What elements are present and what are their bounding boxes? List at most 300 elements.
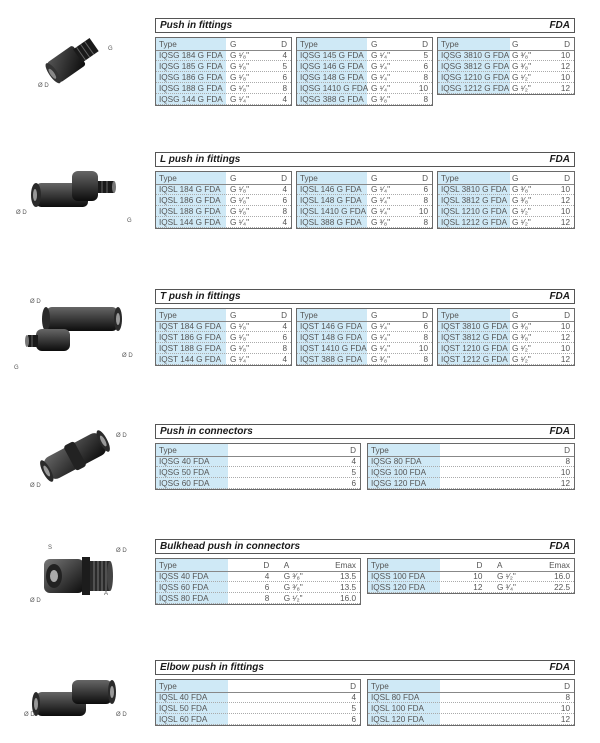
table-cell: 10: [560, 322, 570, 331]
table-cell: 8: [565, 693, 570, 702]
column-header: G: [512, 311, 519, 320]
column-header: Type: [300, 40, 318, 49]
dimension-label: Ø D: [38, 83, 49, 89]
table-cell: G ¹⁄₄": [371, 84, 390, 93]
column-header: G: [512, 40, 519, 49]
section-header: [155, 424, 575, 439]
spec-table: [367, 443, 575, 490]
table-row: [368, 582, 574, 593]
spec-table: [155, 443, 361, 490]
table-row: [156, 321, 291, 332]
column-header: Type: [371, 682, 389, 691]
column-header: Type: [300, 311, 318, 320]
table-cell: 8: [423, 196, 428, 205]
table-cell: IQSG 100 FDA: [371, 468, 427, 477]
dimension-label: Ø D: [30, 299, 41, 305]
column-header: D: [350, 446, 356, 455]
table-cell: 10: [560, 344, 570, 353]
table-row: [297, 354, 432, 365]
table-cell: IQST 144 G FDA: [159, 355, 222, 364]
table-row: [156, 195, 291, 206]
table-cell: G ¹⁄₄": [371, 196, 390, 205]
fda-badge: FDA: [549, 662, 570, 673]
column-header: D: [281, 40, 287, 49]
table-cell: IQSG 1210 G FDA: [441, 73, 510, 82]
dimension-label: G: [108, 46, 113, 52]
table-row: [156, 354, 291, 365]
table-cell: 4: [282, 218, 287, 227]
section-header: [155, 18, 575, 33]
table-row: [438, 83, 574, 94]
table-cell: IQSG 144 G FDA: [159, 95, 223, 104]
spec-table: [296, 308, 433, 366]
dimension-label: Ø D: [30, 483, 41, 489]
table-cell: G ³⁄₈": [512, 333, 532, 342]
column-header: D: [564, 40, 570, 49]
table-row: [438, 332, 574, 343]
table-cell: IQSG 50 FDA: [159, 468, 210, 477]
column-header: Emax: [335, 561, 356, 570]
table-cell: 4: [351, 457, 356, 466]
table-row: [438, 61, 574, 72]
spec-table: [155, 558, 361, 605]
table-cell: G ¹⁄₂": [283, 594, 303, 603]
table-cell: G ¹⁄₈": [230, 196, 250, 205]
column-header: Type: [159, 682, 177, 691]
column-header: D: [564, 174, 570, 183]
table-cell: IQST 3812 G FDA: [441, 333, 508, 342]
table-cell: IQSL 1212 G FDA: [441, 218, 508, 227]
table-cell: 4: [282, 185, 287, 194]
table-cell: G ³⁄₈": [512, 51, 532, 60]
table-row: [368, 703, 574, 714]
column-header: G: [230, 311, 237, 320]
section-header: [155, 660, 575, 675]
table-cell: G ¹⁄₂": [512, 355, 531, 364]
table-row: [156, 83, 291, 94]
table-cell: 12: [560, 84, 570, 93]
table-cell: IQSL 50 FDA: [159, 704, 208, 713]
dimension-label: A: [104, 591, 109, 597]
table-row: [156, 72, 291, 83]
table-row: [297, 206, 432, 217]
column-header: G: [371, 311, 378, 320]
table-cell: 16.0: [340, 594, 356, 603]
table-row: [156, 61, 291, 72]
section-header: [155, 539, 575, 554]
table-row: [368, 692, 574, 703]
table-cell: 8: [423, 218, 428, 227]
table-cell: IQSL 188 G FDA: [159, 207, 221, 216]
table-cell: IQSL 1210 G FDA: [441, 207, 508, 216]
table-cell: IQSS 120 FDA: [371, 583, 426, 592]
table-cell: 22.5: [554, 583, 570, 592]
table-row: [297, 184, 432, 195]
table-cell: 8: [423, 73, 428, 82]
table-cell: IQST 184 G FDA: [159, 322, 222, 331]
column-header: D: [564, 311, 570, 320]
table-cell: 12: [473, 583, 483, 592]
table-cell: IQST 146 G FDA: [300, 322, 363, 331]
table-cell: 10: [560, 51, 570, 60]
column-header: Type: [441, 174, 459, 183]
table-cell: IQSG 185 G FDA: [159, 62, 223, 71]
table-row: [156, 184, 291, 195]
column-header: Type: [300, 174, 318, 183]
column-header: A: [496, 561, 503, 570]
column-header: D: [476, 561, 483, 570]
table-cell: 10: [418, 207, 428, 216]
column-header: G: [512, 174, 519, 183]
table-row: [156, 206, 291, 217]
spec-table: [155, 308, 292, 366]
table-cell: 4: [282, 51, 287, 60]
table-cell: 6: [423, 185, 428, 194]
table-row: [438, 72, 574, 83]
table-cell: 12: [560, 479, 570, 488]
table-cell: G ¹⁄₂": [512, 207, 531, 216]
table-cell: IQSG 148 G FDA: [300, 73, 364, 82]
table-cell: IQSL 388 G FDA: [300, 218, 362, 227]
table-row: [156, 582, 360, 593]
column-header: D: [281, 311, 287, 320]
table-cell: 12: [560, 333, 570, 342]
table-row: [368, 571, 574, 582]
table-cell: 6: [282, 333, 287, 342]
section-title: Bulkhead push in connectors: [160, 541, 301, 552]
column-header: D: [564, 446, 570, 455]
table-cell: 6: [423, 62, 428, 71]
table-row: [156, 467, 360, 478]
table-cell: IQSL 60 FDA: [159, 715, 208, 724]
section-title: Push in fittings: [160, 20, 233, 31]
table-cell: G ¹⁄₄": [371, 185, 390, 194]
table-cell: 10: [418, 84, 428, 93]
table-cell: 6: [282, 196, 287, 205]
table-row: [156, 593, 360, 604]
fda-badge: FDA: [549, 20, 570, 31]
table-row: [297, 343, 432, 354]
table-row: [297, 50, 432, 61]
table-cell: G ¹⁄₂": [512, 73, 531, 82]
table-cell: IQSG 1410 G FDA: [300, 84, 369, 93]
column-header: Type: [159, 561, 177, 570]
table-cell: G ¹⁄₂": [512, 84, 531, 93]
table-cell: G ¹⁄₈": [230, 185, 250, 194]
table-cell: IQST 3810 G FDA: [441, 322, 508, 331]
table-cell: IQST 186 G FDA: [159, 333, 222, 342]
table-cell: 4: [282, 95, 287, 104]
spec-table: [155, 171, 292, 229]
dimension-label: Ø D: [16, 210, 27, 216]
table-cell: 8: [282, 84, 287, 93]
table-cell: G ¹⁄₈": [230, 322, 250, 331]
table-row: [438, 217, 574, 228]
section-header: [155, 289, 575, 304]
table-cell: G ³⁄₈": [371, 95, 391, 104]
table-cell: IQSL 1410 G FDA: [300, 207, 367, 216]
spec-table: [155, 679, 361, 726]
table-row: [156, 714, 360, 725]
table-cell: 12: [560, 196, 570, 205]
table-row: [156, 478, 360, 489]
table-cell: 8: [423, 95, 428, 104]
column-header: G: [230, 40, 237, 49]
table-cell: 4: [282, 322, 287, 331]
table-cell: IQSG 146 G FDA: [300, 62, 364, 71]
table-cell: 4: [264, 572, 270, 581]
table-cell: G ³⁄₈": [512, 322, 532, 331]
table-cell: 6: [264, 583, 270, 592]
table-cell: IQSS 60 FDA: [159, 583, 209, 592]
table-cell: 13.5: [340, 572, 356, 581]
column-header: Type: [159, 311, 177, 320]
table-row: [156, 703, 360, 714]
table-cell: IQSS 40 FDA: [159, 572, 209, 581]
table-cell: G ¹⁄₄": [371, 73, 390, 82]
dimension-label: Ø D: [116, 548, 127, 554]
table-cell: G ¹⁄₄": [230, 218, 249, 227]
column-header: Emax: [549, 561, 570, 570]
table-row: [156, 571, 360, 582]
table-cell: 10: [560, 73, 570, 82]
table-cell: 6: [351, 715, 356, 724]
dimension-label: Ø D: [116, 712, 127, 718]
table-cell: 12: [560, 218, 570, 227]
table-cell: IQSS 80 FDA: [159, 594, 209, 603]
table-cell: IQST 148 G FDA: [300, 333, 363, 342]
table-cell: IQSL 184 G FDA: [159, 185, 221, 194]
table-row: [297, 332, 432, 343]
table-cell: IQSG 60 FDA: [159, 479, 210, 488]
column-header: G: [371, 174, 378, 183]
column-header: A: [283, 561, 290, 570]
table-row: [156, 692, 360, 703]
section-title: T push in fittings: [160, 291, 241, 302]
table-cell: 12: [560, 62, 570, 71]
table-cell: IQST 1410 G FDA: [300, 344, 367, 353]
table-row: [438, 50, 574, 61]
column-header: D: [564, 682, 570, 691]
table-cell: G ³⁄₈": [512, 196, 532, 205]
column-header: G: [230, 174, 237, 183]
table-row: [368, 467, 574, 478]
column-header: Type: [441, 311, 459, 320]
table-cell: IQSG 1212 G FDA: [441, 84, 510, 93]
table-row: [438, 343, 574, 354]
table-cell: IQSL 146 G FDA: [300, 185, 362, 194]
table-cell: 5: [351, 468, 356, 477]
spec-table: [367, 679, 575, 726]
section-title: Elbow push in fittings: [160, 662, 264, 673]
fitting-photo: [18, 295, 128, 365]
table-cell: IQST 188 G FDA: [159, 344, 222, 353]
table-cell: 8: [565, 457, 570, 466]
fitting-photo: [22, 165, 122, 220]
column-header: Type: [159, 446, 177, 455]
table-cell: 6: [282, 73, 287, 82]
table-cell: G ³⁄₈": [371, 218, 391, 227]
table-cell: G ³⁄₈": [283, 583, 303, 592]
table-cell: IQSG 184 G FDA: [159, 51, 223, 60]
column-header: D: [422, 40, 428, 49]
table-cell: G ¹⁄₈": [230, 51, 250, 60]
table-cell: G ³⁄₈": [283, 572, 303, 581]
table-cell: IQSL 3812 G FDA: [441, 196, 508, 205]
column-header: Type: [371, 446, 389, 455]
table-cell: IQSG 188 G FDA: [159, 84, 223, 93]
table-cell: G ¹⁄₄": [371, 51, 390, 60]
column-header: Type: [371, 561, 389, 570]
table-row: [438, 321, 574, 332]
table-row: [438, 195, 574, 206]
table-cell: 10: [473, 572, 483, 581]
table-row: [438, 184, 574, 195]
table-cell: G ¹⁄₈": [230, 333, 250, 342]
table-cell: 8: [264, 594, 270, 603]
table-cell: IQSL 186 G FDA: [159, 196, 221, 205]
fda-badge: FDA: [549, 291, 570, 302]
dimension-label: Ø D: [24, 712, 35, 718]
table-cell: 10: [418, 344, 428, 353]
table-row: [297, 61, 432, 72]
column-header: Type: [159, 174, 177, 183]
table-cell: G ³⁄₈": [371, 355, 391, 364]
section-header: [155, 152, 575, 167]
column-header: D: [263, 561, 270, 570]
column-header: D: [422, 174, 428, 183]
table-row: [297, 83, 432, 94]
dimension-label: G: [14, 365, 19, 371]
fitting-photo: [35, 30, 110, 90]
table-cell: IQSG 3810 G FDA: [441, 51, 510, 60]
table-cell: 5: [351, 704, 356, 713]
dimension-label: Ø D: [116, 433, 127, 439]
table-cell: G ¹⁄₄": [371, 333, 390, 342]
column-header: G: [371, 40, 378, 49]
table-cell: IQSL 40 FDA: [159, 693, 208, 702]
table-row: [438, 206, 574, 217]
table-cell: IQSG 40 FDA: [159, 457, 210, 466]
table-cell: 4: [351, 693, 356, 702]
table-cell: G ¹⁄₄": [371, 322, 390, 331]
spec-table: [155, 37, 292, 106]
dimension-label: Ø D: [122, 353, 133, 359]
table-cell: G ¹⁄₂": [512, 344, 531, 353]
table-cell: IQSG 186 G FDA: [159, 73, 223, 82]
spec-table: [437, 37, 575, 95]
table-row: [156, 50, 291, 61]
table-cell: 5: [423, 51, 428, 60]
table-row: [368, 456, 574, 467]
table-cell: 10: [560, 207, 570, 216]
fitting-photo: [28, 670, 128, 730]
table-cell: 8: [423, 333, 428, 342]
table-row: [368, 714, 574, 725]
table-cell: 5: [282, 62, 287, 71]
fda-badge: FDA: [549, 154, 570, 165]
table-cell: 10: [560, 468, 570, 477]
table-cell: G ¹⁄₈": [230, 84, 250, 93]
table-cell: G ³⁄₈": [512, 185, 532, 194]
table-row: [297, 217, 432, 228]
table-row: [156, 332, 291, 343]
table-cell: IQST 1210 G FDA: [441, 344, 508, 353]
table-cell: G ¹⁄₂": [496, 572, 516, 581]
table-cell: IQSS 100 FDA: [371, 572, 426, 581]
column-header: Type: [159, 40, 177, 49]
spec-table: [437, 308, 575, 366]
table-cell: G ¹⁄₄": [371, 62, 390, 71]
table-row: [156, 217, 291, 228]
fda-badge: FDA: [549, 541, 570, 552]
table-cell: IQSL 120 FDA: [371, 715, 424, 724]
section-title: Push in connectors: [160, 426, 253, 437]
column-header: D: [350, 682, 356, 691]
table-cell: IQSG 80 FDA: [371, 457, 422, 466]
table-cell: G ¹⁄₈": [230, 62, 250, 71]
table-cell: 8: [423, 355, 428, 364]
table-cell: IQSG 3812 G FDA: [441, 62, 510, 71]
table-cell: IQSG 145 G FDA: [300, 51, 364, 60]
spec-table: [437, 171, 575, 229]
table-cell: G ¹⁄₄": [230, 95, 249, 104]
table-cell: IQST 1212 G FDA: [441, 355, 508, 364]
table-cell: 8: [282, 207, 287, 216]
column-header: D: [281, 174, 287, 183]
spec-table: [296, 37, 433, 106]
spec-table: [296, 171, 433, 229]
table-cell: G ¹⁄₄": [230, 355, 249, 364]
table-row: [297, 321, 432, 332]
table-cell: G ¹⁄₈": [230, 344, 250, 353]
table-cell: 16.0: [554, 572, 570, 581]
table-cell: G ¹⁄₄": [371, 207, 390, 216]
table-cell: IQSL 144 G FDA: [159, 218, 221, 227]
dimension-label: G: [127, 218, 132, 224]
table-cell: 12: [560, 715, 570, 724]
table-cell: 6: [423, 322, 428, 331]
fitting-photo: [35, 428, 115, 483]
table-cell: G ¹⁄₈": [230, 207, 250, 216]
table-cell: G ³⁄₄": [496, 583, 516, 592]
table-row: [156, 343, 291, 354]
table-row: [297, 72, 432, 83]
table-cell: 10: [560, 185, 570, 194]
table-cell: IQSG 388 G FDA: [300, 95, 364, 104]
table-cell: 10: [560, 704, 570, 713]
table-cell: 6: [351, 479, 356, 488]
table-cell: G ³⁄₈": [512, 62, 532, 71]
table-cell: 12: [560, 355, 570, 364]
table-cell: IQSL 3810 G FDA: [441, 185, 508, 194]
column-header: D: [422, 311, 428, 320]
table-cell: 13.5: [340, 583, 356, 592]
dimension-label: S: [48, 545, 53, 551]
table-cell: G ¹⁄₄": [371, 344, 390, 353]
table-cell: IQSL 80 FDA: [371, 693, 420, 702]
table-cell: G ¹⁄₂": [512, 218, 531, 227]
table-row: [156, 456, 360, 467]
table-cell: IQSG 120 FDA: [371, 479, 427, 488]
table-row: [156, 94, 291, 105]
table-cell: 4: [282, 355, 287, 364]
table-row: [368, 478, 574, 489]
table-cell: IQSL 100 FDA: [371, 704, 424, 713]
section-title: L push in fittings: [160, 154, 241, 165]
table-cell: IQST 388 G FDA: [300, 355, 363, 364]
table-row: [297, 195, 432, 206]
